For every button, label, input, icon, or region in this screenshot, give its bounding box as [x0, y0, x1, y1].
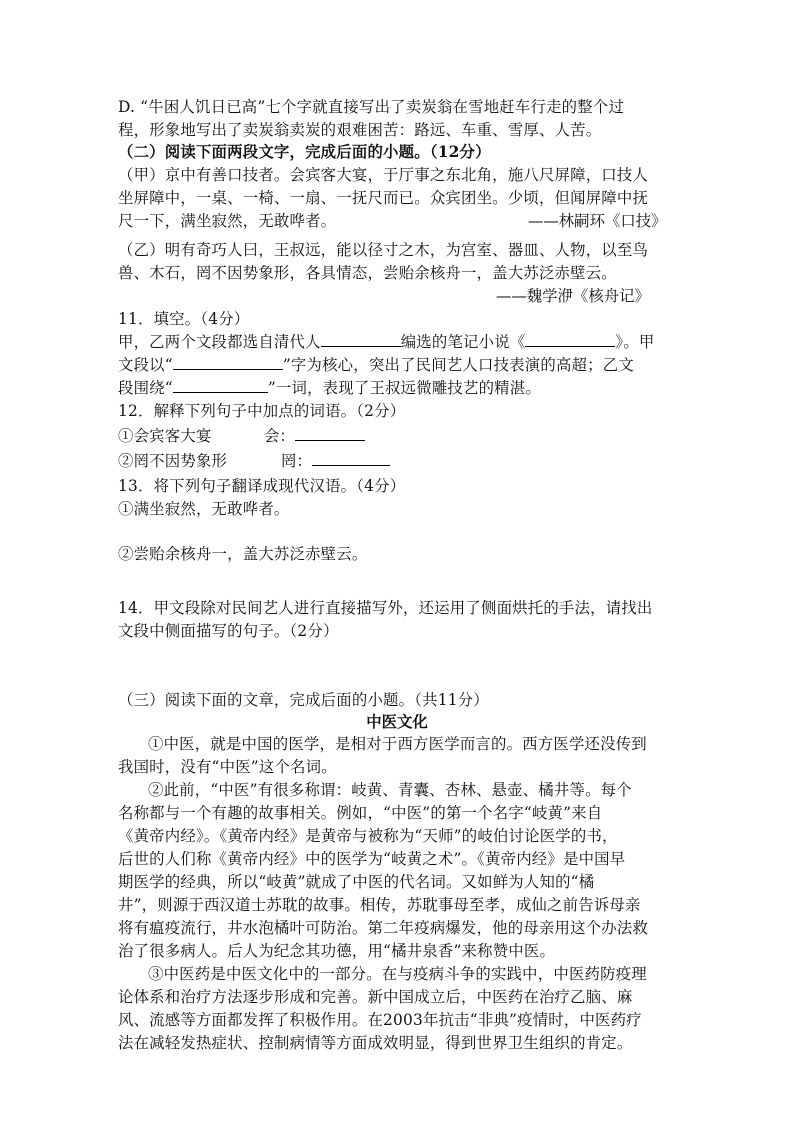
section-2-header: （二）阅读下面两段文字，完成后面的小题。（12分）: [118, 143, 491, 161]
q11-text-1c: 》。甲: [615, 333, 655, 351]
q11-blank-book[interactable]: [525, 331, 615, 347]
question-12-title: 12．解释下列句子中加点的词语。（2分）: [118, 402, 406, 420]
q11-text-1b: 编选的笔记小说《: [400, 333, 526, 351]
q11-text-2a: 文段以“: [118, 356, 173, 374]
paragraph-3-line-2: 论体系和治疗方法逐步形成和完善。新中国成立后，中医药在治疗乙脑、麻: [118, 988, 633, 1006]
paragraph-3-line-1: ③中医药是中医文化中的一部分。在与疫病斗争的实践中，中医药防疫理: [148, 965, 647, 983]
paragraph-1-line-2: 我国时，没有“中医”这个名词。: [118, 758, 337, 776]
article-title: 中医文化: [366, 713, 428, 731]
question-13-item-1: ①满坐寂然，无敢哗者。: [118, 500, 290, 518]
question-14-line-1: 14．甲文段除对民间艺人进行直接描写外，还运用了侧面烘托的手法，请找出: [118, 599, 653, 617]
paragraph-1-line-1: ①中医，就是中国的医学，是相对于西方医学而言的。西方医学还没传到: [148, 735, 647, 753]
passage-a-line-2: 坐屏障中，一桌、一椅、一扇、一抚尺而已。众宾团坐。少顷，但闻屏障中抚: [118, 189, 649, 207]
question-11-line-3: [118, 377, 541, 399]
paragraph-2-line-7: 将有瘟疫流行，井水泡橘叶可防治。第二年疫病爆发，他的母亲用这个办法救: [118, 919, 649, 937]
question-11-line-1: [118, 331, 655, 353]
option-d-line-1: D. “牛困人饥日已高”七个字就直接写出了卖炭翁在雪地赶车行走的整个过: [118, 98, 625, 116]
question-14-line-2: 文段中侧面描写的句子。（2分）: [118, 622, 339, 640]
q11-text-1a: 甲，乙两个文段都选自清代人: [118, 333, 321, 351]
paragraph-2-line-2: 名称都与一个有趣的故事相关。例如，“中医”的第一个名字“岐黄”来自: [118, 804, 603, 822]
q11-blank-char[interactable]: [173, 354, 283, 370]
q12-word-2: 罔：: [281, 452, 312, 470]
paragraph-2-line-5: 期医学的经典，所以“岐黄”就成了中医的代名词。又如鲜为人知的“橘: [118, 873, 595, 891]
section-3-header: （三）阅读下面的文章，完成后面的小题。（共11分）: [118, 691, 489, 709]
paragraph-2-line-4: 后世的人们称《黄帝内经》中的医学为“岐黄之术”。《黄帝内经》是中国早: [118, 850, 626, 868]
paragraph-2-line-8: 治了很多病人。后人为纪念其功德，用“橘井泉香”来称赞中医。: [118, 942, 556, 960]
passage-a-line-3: 尺一下，满坐寂然，无敢哗者。: [118, 212, 337, 230]
option-d-line-2: 程，形象地写出了卖炭翁卖炭的艰难困苦：路远、车重、雪厚、人苦。: [118, 121, 602, 139]
q12-blank-2[interactable]: [312, 450, 390, 466]
question-11-line-2: [118, 354, 634, 376]
question-13-title: 13．将下列句子翻译成现代汉语。（4分）: [118, 477, 406, 495]
q11-blank-word[interactable]: [173, 377, 268, 393]
q12-sentence-1: ①会宾客大宴: [118, 427, 212, 445]
question-12-item-2: [118, 450, 227, 472]
question-12-item-2-answer: [281, 450, 390, 472]
q12-word-1: 会：: [264, 427, 295, 445]
question-11-title: 11．填空。（4分）: [118, 310, 250, 328]
paragraph-3-line-3: 风、流感等方面都发挥了积极作用。在2003年抗击“非典”疫情时，中医药疗: [118, 1011, 642, 1029]
passage-a-line-1: （甲）京中有善口技者。会宾客大宴，于厅事之东北角，施八尺屏障，口技人: [118, 166, 649, 184]
paragraph-2-line-3: 《黄帝内经》。《黄帝内经》是黄帝与被称为“天师”的岐伯讨论医学的书，: [118, 827, 618, 845]
paragraph-2-line-6: 井”，则源于西汉道士苏耽的故事。相传，苏耽事母至孝，成仙之前告诉母亲: [118, 896, 641, 914]
question-12-item-1: [118, 425, 212, 447]
paragraph-2-line-1: ②此前，“中医”有很多称谓：岐黄、青囊、杏林、悬壶、橘井等。每个: [148, 781, 632, 799]
passage-b-line-1: （乙）明有奇巧人曰，王叔远，能以径寸之木，为宫室、器皿、人物，以至鸟: [118, 241, 649, 259]
question-13-item-2: ②尝贻余核舟一，盖大苏泛赤壁云。: [118, 545, 368, 563]
passage-b-line-2: 兽、木石，罔不因势象形，各具情态，尝贻余核舟一，盖大苏泛赤壁云。: [118, 264, 617, 282]
q11-text-3b: ”一词，表现了王叔远微雕技艺的精湛。: [267, 379, 541, 397]
paragraph-3-line-4: 法在减轻发热症状、控制病情等方面成效明显，得到世界卫生组织的肯定。: [118, 1034, 633, 1052]
q12-sentence-2: ②罔不因势象形: [118, 452, 228, 470]
q11-text-2b: ”字为核心，突出了民间艺人口技表演的高超；乙文: [282, 356, 634, 374]
passage-a-source: ——林嗣环《口技》: [528, 212, 667, 230]
passage-b-source: ——魏学洢《核舟记》: [496, 287, 650, 305]
q11-text-3a: 段围绕“: [118, 379, 173, 397]
q11-blank-compiler[interactable]: [321, 331, 401, 347]
question-12-item-1-answer: [264, 425, 365, 447]
q12-blank-1[interactable]: [295, 425, 365, 441]
